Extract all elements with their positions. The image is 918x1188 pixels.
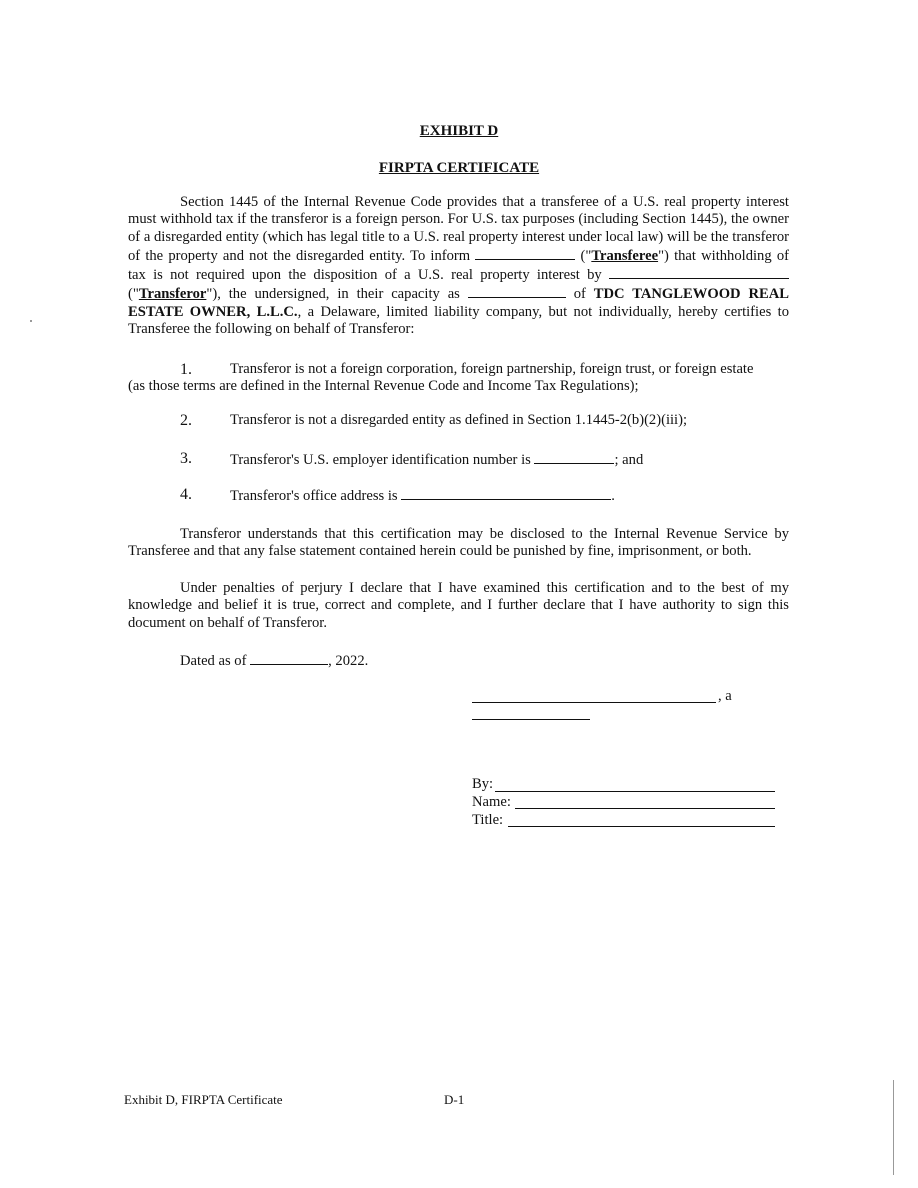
transferee-open: (" <box>580 247 592 264</box>
scan-edge-mark <box>893 1080 894 1175</box>
intro-paragraph <box>128 194 789 338</box>
dated-prefix: Dated as of <box>180 653 247 669</box>
entity-type-line[interactable] <box>472 719 590 720</box>
entity-name: TDC TANGLEWOOD REAL ESTATE OWNER, L.L.C. <box>128 286 790 320</box>
transferee-term: Transferee <box>591 247 659 264</box>
entity-suffix: , a <box>718 688 732 704</box>
list-item <box>128 486 789 506</box>
list-item <box>128 361 789 397</box>
name-line[interactable] <box>515 808 775 809</box>
footer-label: Exhibit D, FIRPTA Certificate <box>124 1092 283 1107</box>
transferor-close: "), the undersigned, in their capacity as <box>206 286 460 303</box>
perjury-paragraph: Under penalties of perjury I declare that I have examined this certification and to the best of my knowledge and belief it is true, correct and complete, and I further declare that I have authority to sign this document on behalf of Transferor. <box>128 580 789 631</box>
transferor-name-blank[interactable] <box>609 265 789 279</box>
capacity-blank[interactable] <box>468 284 566 298</box>
disclosure-paragraph: Transferor understands that this certification may be disclosed to the Internal Revenue Service by Transferee and that any false statement contained herein could be punished by fine, imprisonment, or both. <box>128 526 789 560</box>
scan-speck <box>30 320 32 322</box>
office-address-blank[interactable] <box>401 486 611 500</box>
transferor-open: (" <box>128 286 139 303</box>
item-text: Transferor's U.S. employer identification number is <box>230 452 531 468</box>
item-text: Transferor is not a foreign corporation, foreign partnership, foreign trust, or foreign estate <box>230 361 754 377</box>
list-item <box>128 450 789 470</box>
of-word: of <box>573 286 586 303</box>
item-number: 4. <box>180 486 192 503</box>
item-continuation: (as those terms are defined in the Internal Revenue Code and Income Tax Regulations); <box>128 378 639 394</box>
dated-suffix: , 2022. <box>328 653 369 669</box>
item-number: 1. <box>180 361 192 378</box>
item-number: 3. <box>180 450 192 467</box>
item-text: Transferor's office address is <box>230 488 398 504</box>
name-label: Name: <box>472 794 511 810</box>
item-after: . <box>611 488 615 504</box>
date-blank[interactable] <box>250 651 328 665</box>
item-number: 2. <box>180 412 192 429</box>
title-label: Title: <box>472 812 504 828</box>
dated-line <box>128 651 789 670</box>
by-label: By: <box>472 776 494 792</box>
certificate-title: FIRPTA CERTIFICATE <box>378 160 540 176</box>
intro-text-3: , a Delaware, limited liability company, but not individually, hereby certifies to Transferee the following on behalf of Transferor: <box>128 303 789 338</box>
transferee-blank[interactable] <box>475 246 575 260</box>
by-signature-line[interactable] <box>495 791 775 792</box>
list-item <box>128 412 789 432</box>
intro-text-2: that withholding of tax is not required upon the disposition of a U.S. real property interest by <box>128 247 789 284</box>
item-after: ; and <box>614 452 644 468</box>
item-text: Transferor is not a disregarded entity as defined in Section 1.1445-2(b)(2)(iii); <box>230 412 688 428</box>
exhibit-heading: EXHIBIT D <box>419 123 499 139</box>
transferor-term: Transferor <box>138 286 207 303</box>
intro-text-1: Section 1445 of the Internal Revenue Code provides that a transferee of a U.S. real property interest must withhold tax if the transferor is a foreign person. For U.S. tax purposes (including Section 1445), the owner of a disregarded entity (which has legal title to a U.S. real property interest under local law) will be the transferor of the property and not the disregarded entity. To inform <box>128 194 789 264</box>
title-line[interactable] <box>508 826 775 827</box>
page-number: D-1 <box>444 1092 465 1107</box>
transferee-close: ") <box>658 247 669 264</box>
ein-blank[interactable] <box>534 450 614 464</box>
entity-signature-line[interactable] <box>472 702 716 703</box>
